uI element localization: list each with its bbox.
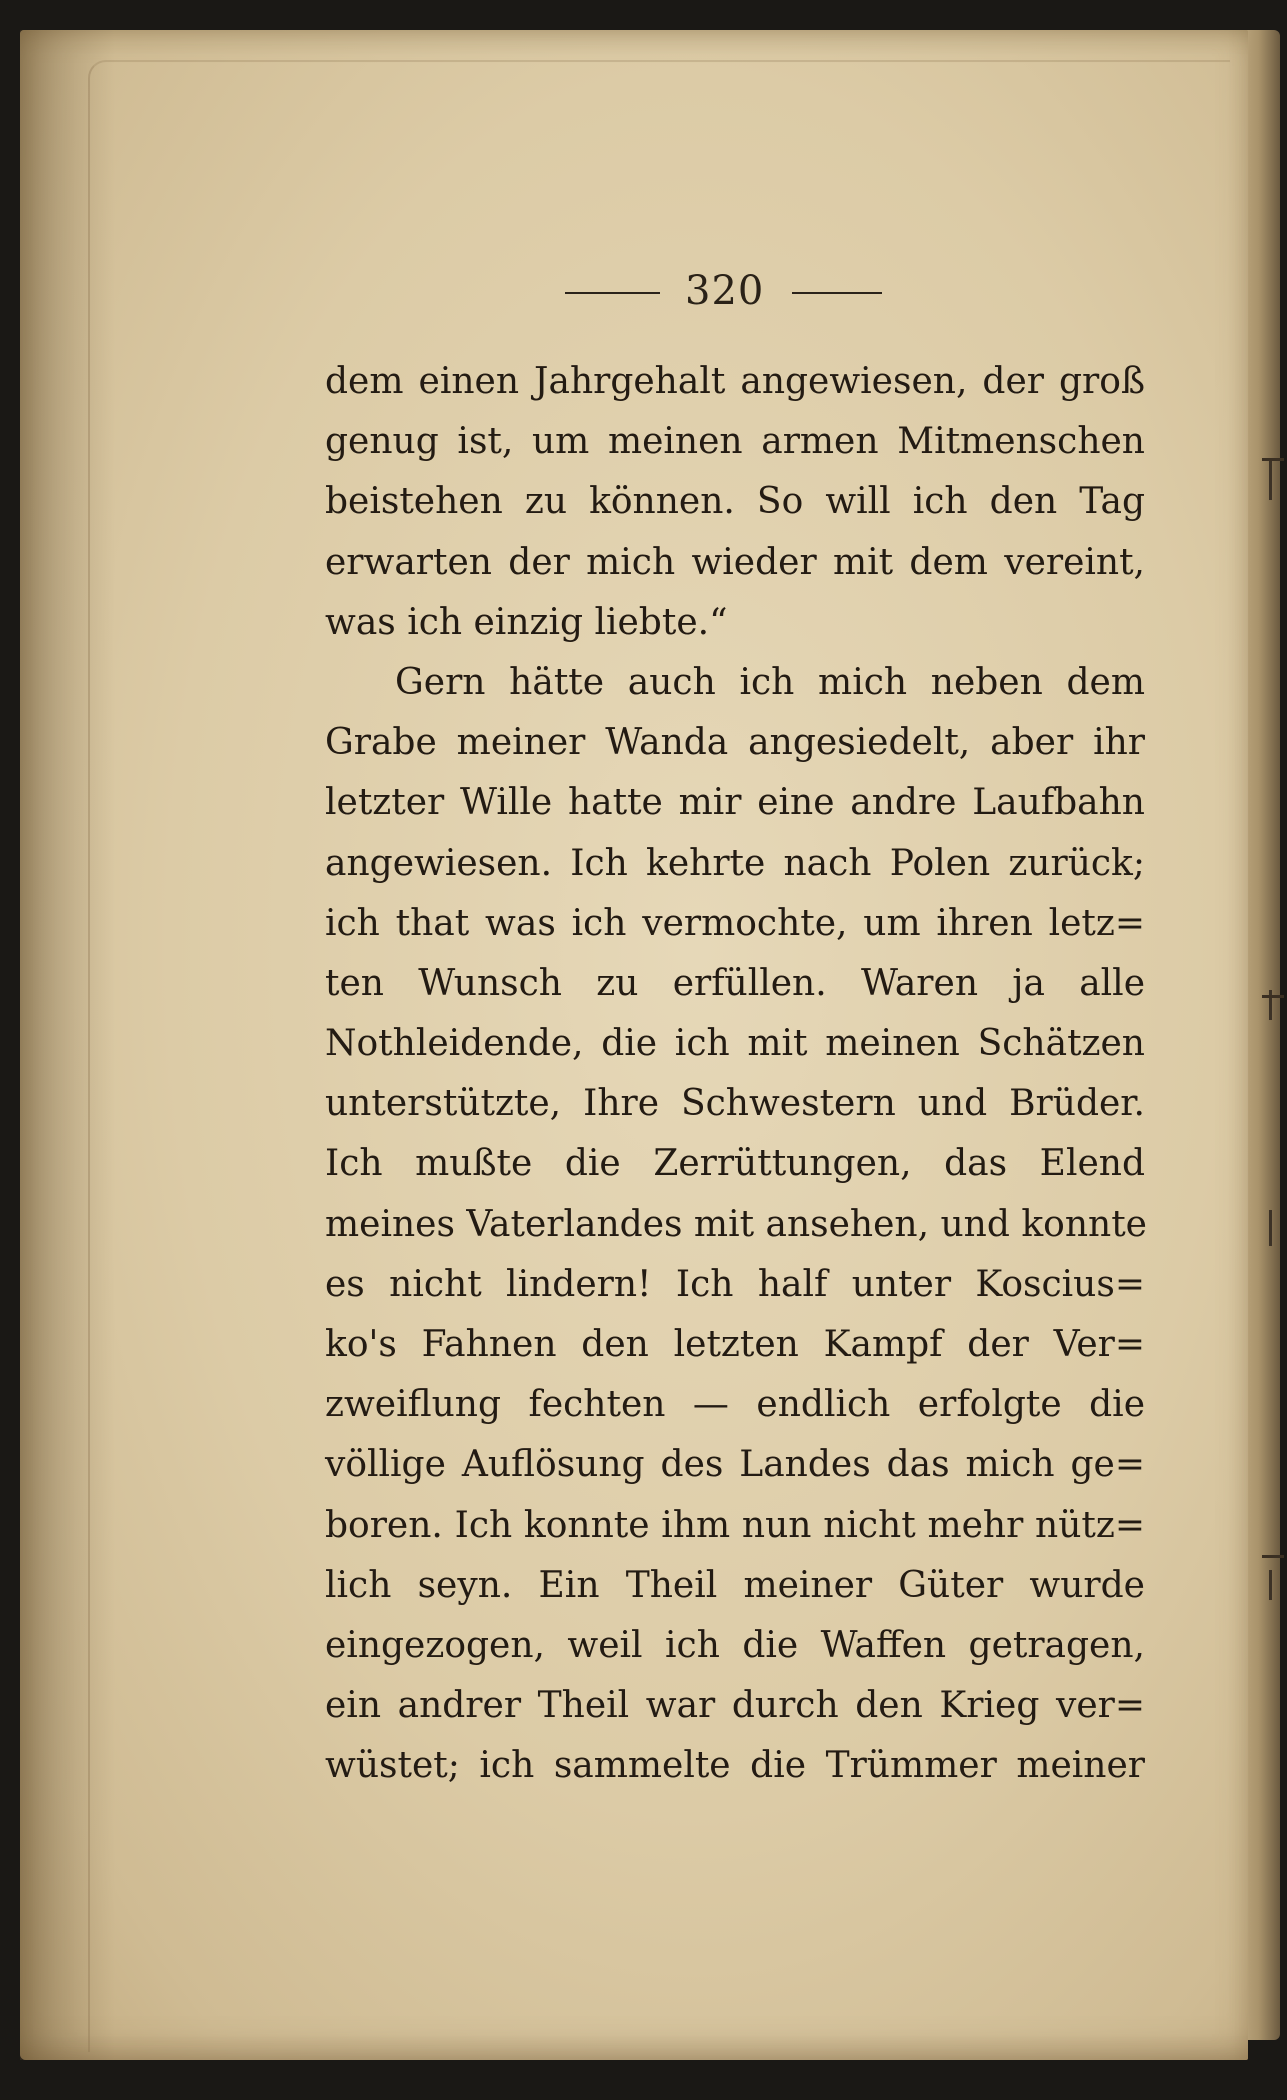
text-line: dem einen Jahrgehalt angewiesen, der groß	[325, 361, 1145, 402]
text-line: was ich einzig liebte.“	[325, 601, 728, 643]
text-line: meines Vaterlandes mit ansehen, und konnte	[325, 1203, 1147, 1245]
text-line: Ich mußte die Zerrüttungen, das Elend	[325, 1143, 1145, 1185]
running-head-rule-left	[565, 292, 660, 294]
text-line: beistehen zu können. So will ich den Tag	[325, 481, 1145, 523]
text-line: ten Wunsch zu erfüllen. Waren ja alle	[325, 962, 1145, 1004]
text-line: Nothleidende, die ich mit meinen Schätzen	[325, 1023, 1145, 1065]
text-line: boren. Ich konnte ihm nun nicht mehr nütz=	[325, 1504, 1145, 1546]
text-line: völlige Auflösung des Landes das mich ge=	[325, 1444, 1145, 1486]
page-edge-mark	[1262, 1555, 1284, 1558]
text-line: ich that was ich vermochte, um ihren letz=	[325, 902, 1145, 944]
text-line: ein andrer Theil war durch den Krieg ver=	[325, 1685, 1145, 1727]
page-edge-mark	[1262, 995, 1284, 998]
text-line: angewiesen. Ich kehrte nach Polen zurück;	[325, 842, 1145, 884]
text-line: Grabe meiner Wanda angesiedelt, aber ihr	[325, 722, 1145, 764]
text-line: ko's Fahnen den letzten Kampf der Ver=	[325, 1324, 1145, 1365]
text-line: lich seyn. Ein Theil meiner Güter wurde	[325, 1564, 1145, 1606]
running-head-rule-right	[792, 292, 882, 294]
page-edge-mark	[1262, 458, 1284, 461]
text-line: Gern hätte auch ich mich neben dem	[395, 661, 1145, 703]
body-text	[325, 352, 1145, 1797]
running-head	[520, 268, 880, 318]
text-line: erwarten der mich wieder mit dem vereint,	[325, 541, 1145, 583]
text-line: wüstet; ich sammelte die Trümmer meiner	[325, 1745, 1145, 1787]
text-line: zweiflung fechten — endlich erfolgte die	[325, 1384, 1145, 1426]
page-number: 320	[685, 268, 765, 314]
text-line: genug ist, um meinen armen Mitmenschen	[325, 421, 1145, 463]
text-line: unterstützte, Ihre Schwestern und Brüder.	[325, 1083, 1145, 1125]
text-line: letzter Wille hatte mir eine andre Laufbahn	[325, 782, 1145, 824]
text-line: eingezogen, weil ich die Waffen getragen,	[325, 1624, 1145, 1666]
text-line: es nicht lindern! Ich half unter Koscius=	[325, 1263, 1145, 1305]
